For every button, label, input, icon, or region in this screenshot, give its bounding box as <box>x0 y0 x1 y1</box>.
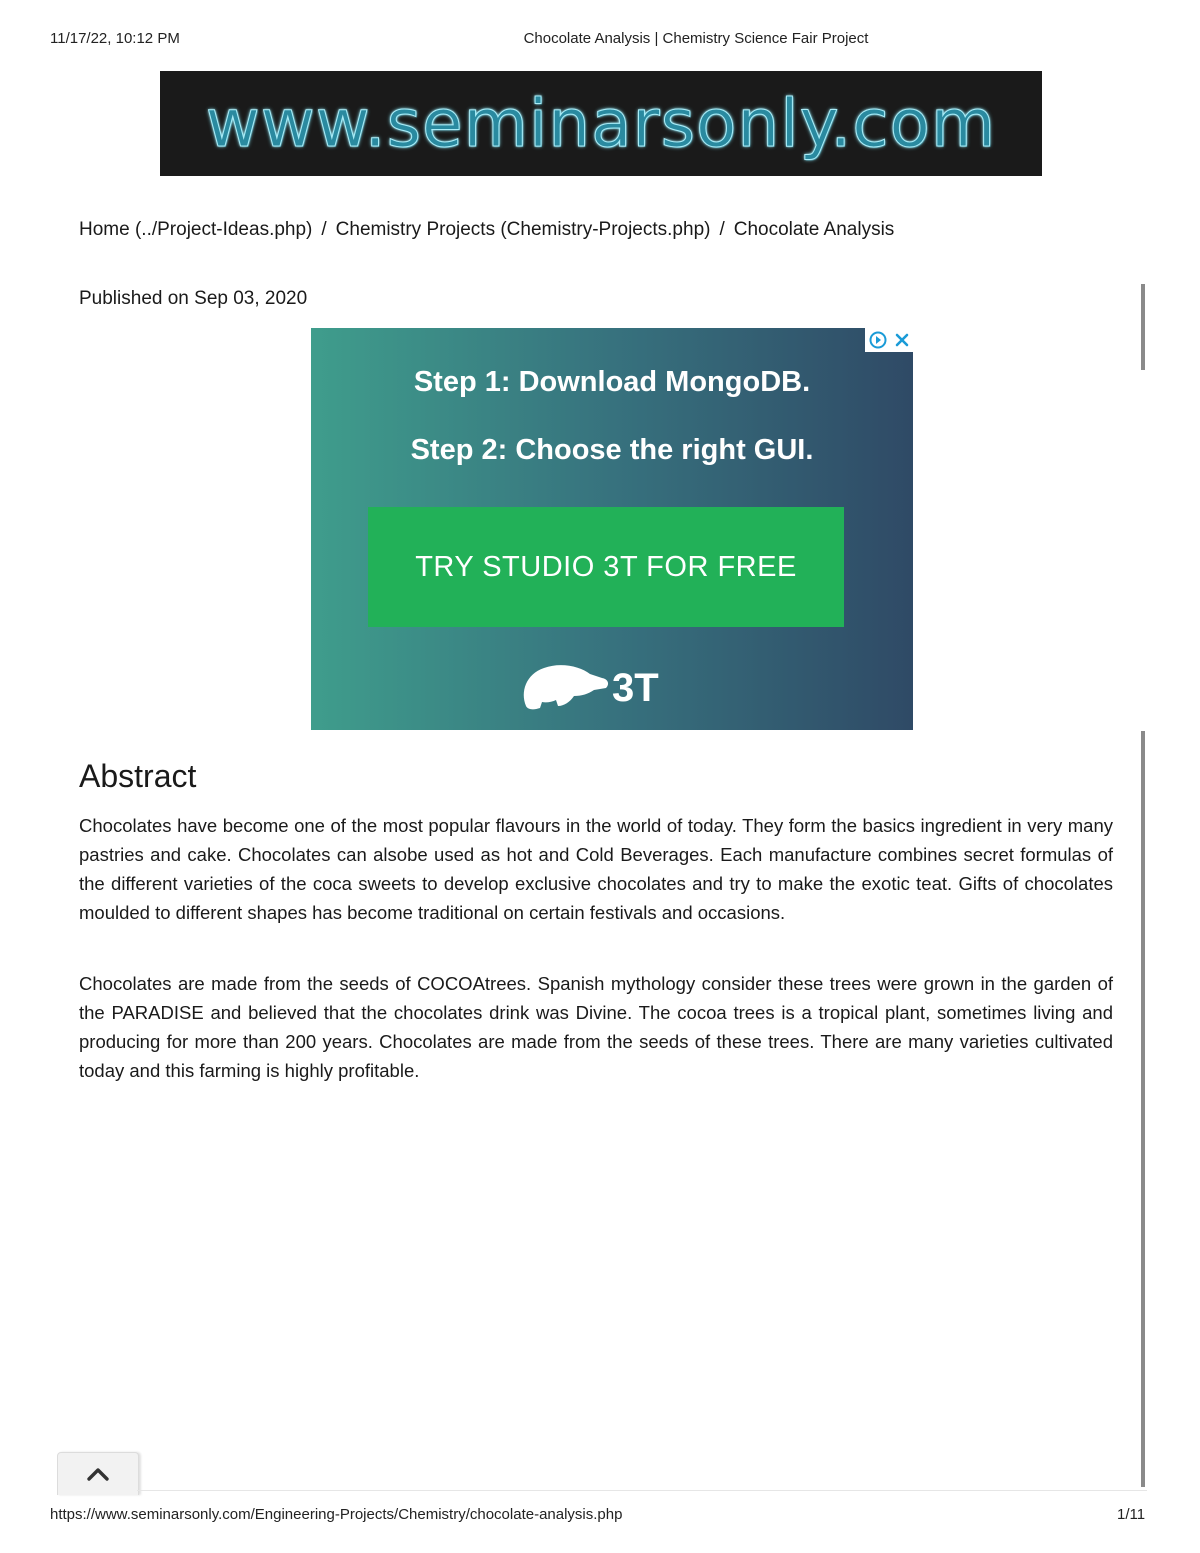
adchoices-icon[interactable] <box>869 331 887 349</box>
scrollbar-segment[interactable] <box>1141 284 1145 370</box>
breadcrumb <box>79 219 894 241</box>
breadcrumb-current: Chocolate Analysis <box>733 219 895 240</box>
abstract-heading: Abstract <box>79 758 197 794</box>
published-date: Published on Sep 03, 2020 <box>79 288 308 309</box>
footer-divider <box>137 1490 1147 1491</box>
site-banner-text: www.seminarsonly.com <box>205 85 997 162</box>
ad-cta-button[interactable]: TRY STUDIO 3T FOR FREE <box>368 507 844 627</box>
print-header-datetime: 11/17/22, 10:12 PM <box>50 30 180 47</box>
ad-headline-step-1: Step 1: Download MongoDB. <box>413 366 811 398</box>
ad-badge[interactable] <box>865 328 913 352</box>
ad-brand-text: 3T <box>612 666 659 710</box>
breadcrumb-separator: / <box>719 219 725 240</box>
close-icon[interactable] <box>895 333 909 347</box>
print-footer-page-number: 1/11 <box>1117 1506 1146 1523</box>
scrollbar-segment[interactable] <box>1141 731 1145 1487</box>
studio-3t-logo <box>516 648 676 714</box>
abstract-paragraph: Chocolates are made from the seeds of COCOAtrees. Spanish mythology consider these trees were grown in the garden of the PARADISE and believed that the chocolates drink was Divine. The cocoa trees is a tropical plant, sometimes living and producing for more than 200 years. Chocolates are made from the seeds of these trees. There are many varieties cultivated today and this farming is highly profitable. <box>79 973 1113 1081</box>
print-footer-url: https://www.seminarsonly.com/Engineering-Projects/Chemistry/chocolate-analysis.php <box>50 1506 623 1523</box>
breadcrumb-chemistry-projects[interactable]: Chemistry Projects (Chemistry-Projects.php) <box>335 219 711 240</box>
breadcrumb-home[interactable]: Home (../Project-Ideas.php) <box>79 219 313 240</box>
abstract-paragraph: Chocolates have become one of the most popular flavours in the world of today. They form the basics ingredient in very many pastries and cake. Chocolates can alsobe used as hot and Cold Beverages. Each manufacture combines secret formulas of the different varieties of the coca sweets to develop exclusive chocolates and try to make the exotic teat. Gifts of chocolates moulded to different shapes has become traditional on certain festivals and occasions. <box>79 815 1113 923</box>
site-banner-logo[interactable] <box>160 71 1042 176</box>
print-header-title: Chocolate Analysis | Chemistry Science Fair Project <box>523 30 869 47</box>
advertisement-banner[interactable] <box>311 328 913 730</box>
breadcrumb-separator: / <box>321 219 327 240</box>
ad-headline-step-2: Step 2: Choose the right GUI. <box>410 434 814 466</box>
back-to-top-button[interactable] <box>57 1452 139 1495</box>
chevron-up-icon <box>86 1466 110 1482</box>
